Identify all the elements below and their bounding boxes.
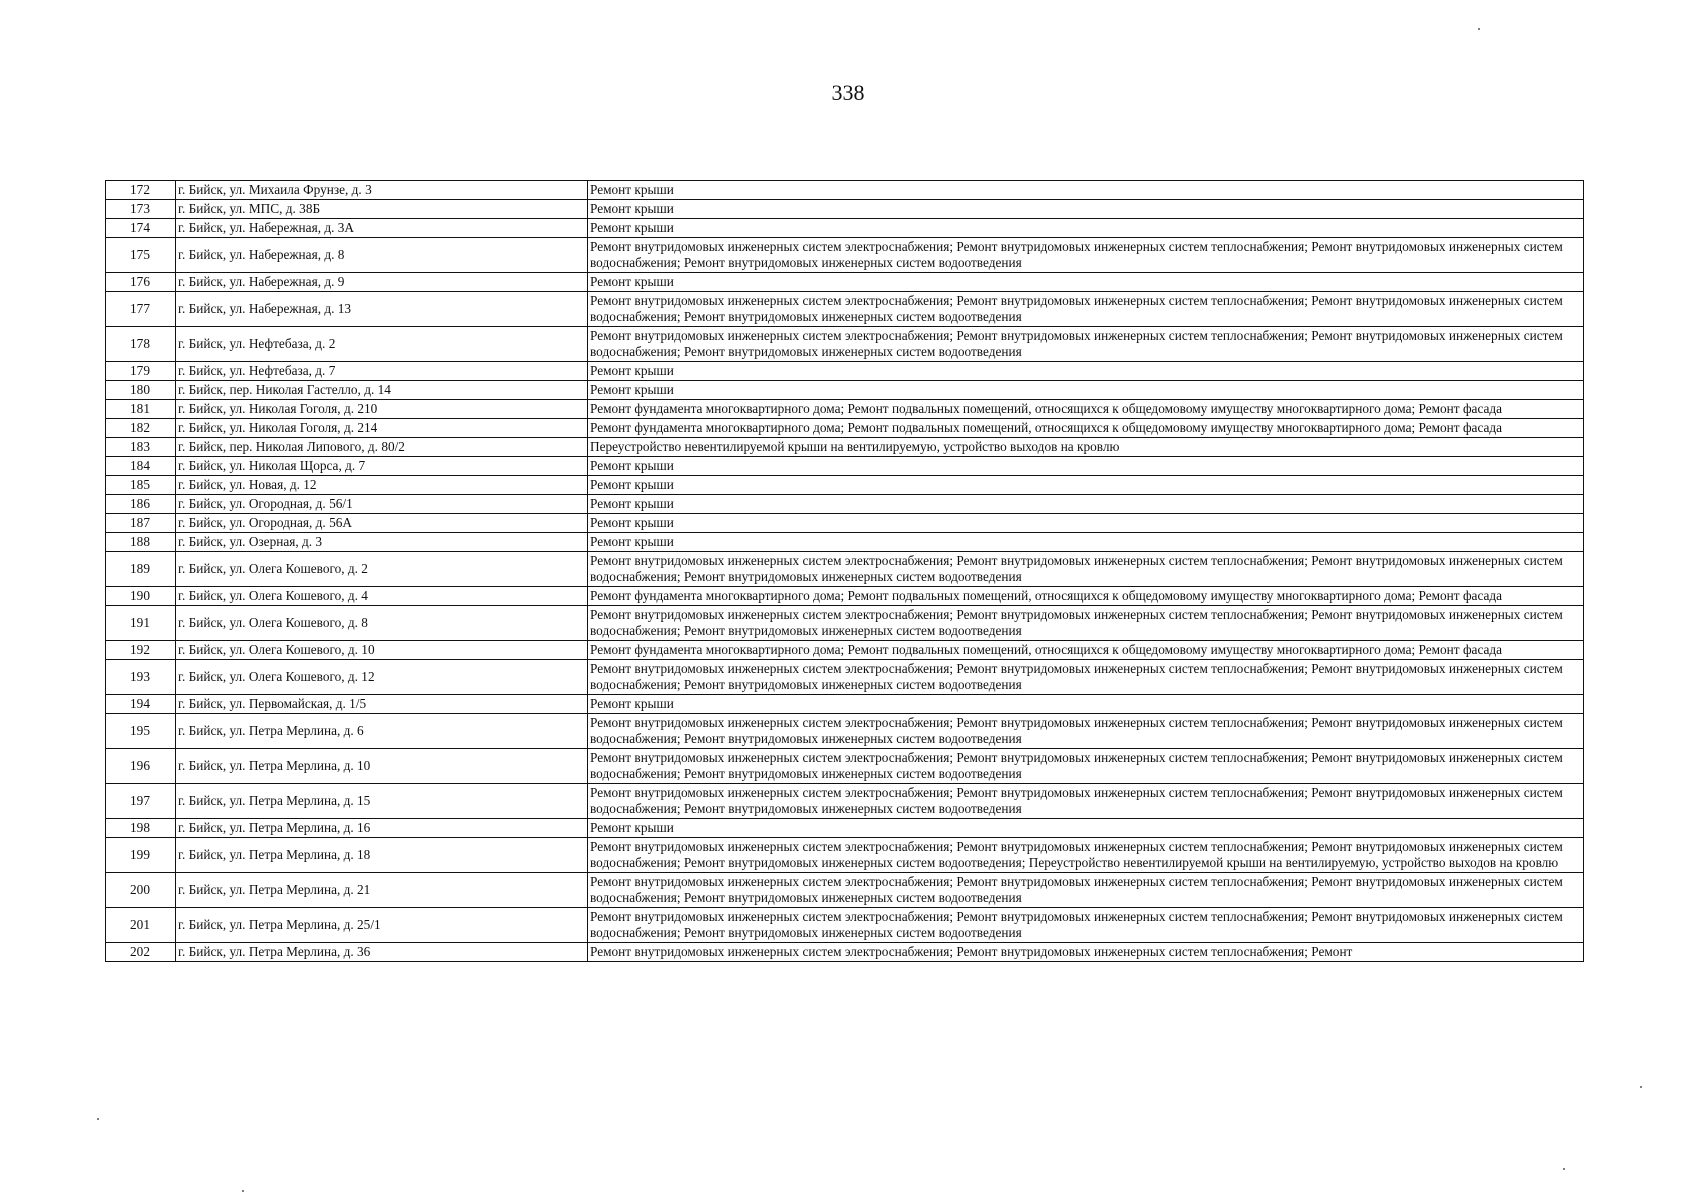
row-work: Ремонт внутридомовых инженерных систем электроснабжения; Ремонт внутридомовых инженерных систем теплоснабжения; Ремонт внутридомовых инженерных систем водоснабжения; Ремонт внутридомовых инженерных систем водоотведения — [588, 908, 1584, 943]
row-number: 175 — [106, 238, 176, 273]
row-work: Ремонт внутридомовых инженерных систем электроснабжения; Ремонт внутридомовых инженерных систем теплоснабжения; Ремонт внутридомовых инженерных систем водоснабжения; Ремонт внутридомовых инженерных систем водоотведения — [588, 660, 1584, 695]
row-number: 179 — [106, 362, 176, 381]
row-work: Ремонт крыши — [588, 495, 1584, 514]
row-number: 173 — [106, 200, 176, 219]
scan-speck — [1478, 28, 1480, 30]
row-number: 192 — [106, 641, 176, 660]
row-number: 172 — [106, 181, 176, 200]
row-number: 202 — [106, 943, 176, 962]
repair-registry-table — [105, 180, 1584, 962]
row-number: 201 — [106, 908, 176, 943]
row-address: г. Бийск, ул. Набережная, д. 13 — [176, 292, 588, 327]
row-address: г. Бийск, ул. Набережная, д. 9 — [176, 273, 588, 292]
row-work: Ремонт крыши — [588, 273, 1584, 292]
table-row — [106, 181, 1584, 200]
table-row — [106, 381, 1584, 400]
table-row — [106, 238, 1584, 273]
row-number: 174 — [106, 219, 176, 238]
row-work: Ремонт крыши — [588, 200, 1584, 219]
row-number: 187 — [106, 514, 176, 533]
row-number: 178 — [106, 327, 176, 362]
table-row — [106, 606, 1584, 641]
row-address: г. Бийск, ул. Олега Кошевого, д. 8 — [176, 606, 588, 641]
row-number: 195 — [106, 714, 176, 749]
table-row — [106, 219, 1584, 238]
table-row — [106, 327, 1584, 362]
row-number: 199 — [106, 838, 176, 873]
row-address: г. Бийск, ул. Петра Мерлина, д. 6 — [176, 714, 588, 749]
table-row — [106, 943, 1584, 962]
row-work: Ремонт внутридомовых инженерных систем электроснабжения; Ремонт внутридомовых инженерных систем теплоснабжения; Ремонт внутридомовых инженерных систем водоснабжения; Ремонт внутридомовых инженерных систем водоотведения — [588, 749, 1584, 784]
row-address: г. Бийск, ул. Николая Гоголя, д. 210 — [176, 400, 588, 419]
row-work: Ремонт внутридомовых инженерных систем электроснабжения; Ремонт внутридомовых инженерных систем теплоснабжения; Ремонт внутридомовых инженерных систем водоснабжения; Ремонт внутридомовых инженерных систем водоотведения — [588, 784, 1584, 819]
row-address: г. Бийск, ул. Набережная, д. 3А — [176, 219, 588, 238]
registry-body — [106, 181, 1584, 962]
row-work: Ремонт внутридомовых инженерных систем электроснабжения; Ремонт внутридомовых инженерных систем теплоснабжения; Ремонт внутридомовых инженерных систем водоснабжения; Ремонт внутридомовых инженерных систем водоотведения — [588, 327, 1584, 362]
table-row — [106, 514, 1584, 533]
row-address: г. Бийск, ул. Первомайская, д. 1/5 — [176, 695, 588, 714]
row-work: Ремонт внутридомовых инженерных систем электроснабжения; Ремонт внутридомовых инженерных систем теплоснабжения; Ремонт внутридомовых инженерных систем водоснабжения; Ремонт внутридомовых инженерных систем водоотведения — [588, 238, 1584, 273]
row-address: г. Бийск, ул. Николая Гоголя, д. 214 — [176, 419, 588, 438]
row-work: Ремонт крыши — [588, 819, 1584, 838]
scan-speck — [1563, 1168, 1565, 1170]
row-address: г. Бийск, пер. Николая Липового, д. 80/2 — [176, 438, 588, 457]
table-row — [106, 660, 1584, 695]
table-row — [106, 873, 1584, 908]
table-row — [106, 838, 1584, 873]
row-address: г. Бийск, ул. Петра Мерлина, д. 15 — [176, 784, 588, 819]
row-number: 188 — [106, 533, 176, 552]
table-row — [106, 533, 1584, 552]
row-number: 197 — [106, 784, 176, 819]
row-work: Ремонт внутридомовых инженерных систем электроснабжения; Ремонт внутридомовых инженерных систем теплоснабжения; Ремонт внутридомовых инженерных систем водоснабжения; Ремонт внутридомовых инженерных систем водоотведения — [588, 714, 1584, 749]
table-row — [106, 749, 1584, 784]
row-work: Ремонт крыши — [588, 219, 1584, 238]
row-work: Ремонт крыши — [588, 362, 1584, 381]
row-work: Ремонт внутридомовых инженерных систем электроснабжения; Ремонт внутридомовых инженерных систем теплоснабжения; Ремонт внутридомовых инженерных систем водоснабжения; Ремонт внутридомовых инженерных систем водоотведения — [588, 292, 1584, 327]
row-work: Ремонт крыши — [588, 181, 1584, 200]
row-number: 181 — [106, 400, 176, 419]
row-work: Ремонт внутридомовых инженерных систем электроснабжения; Ремонт внутридомовых инженерных систем теплоснабжения; Ремонт внутридомовых инженерных систем водоснабжения; Ремонт внутридомовых инженерных систем водоотведения; Переустройство невентилируемой крыши на вентилируемую, устройство выходов на кровлю — [588, 838, 1584, 873]
row-work: Ремонт внутридомовых инженерных систем электроснабжения; Ремонт внутридомовых инженерных систем теплоснабжения; Ремонт внутридомовых инженерных систем водоснабжения; Ремонт внутридомовых инженерных систем водоотведения — [588, 552, 1584, 587]
row-address: г. Бийск, ул. Огородная, д. 56А — [176, 514, 588, 533]
table-row — [106, 200, 1584, 219]
table-row — [106, 476, 1584, 495]
table-row — [106, 695, 1584, 714]
row-address: г. Бийск, ул. Озерная, д. 3 — [176, 533, 588, 552]
row-work: Ремонт крыши — [588, 476, 1584, 495]
row-number: 196 — [106, 749, 176, 784]
table-row — [106, 587, 1584, 606]
table-row — [106, 819, 1584, 838]
row-address: г. Бийск, ул. Николая Щорса, д. 7 — [176, 457, 588, 476]
table-row — [106, 400, 1584, 419]
row-address: г. Бийск, ул. Огородная, д. 56/1 — [176, 495, 588, 514]
table-row — [106, 714, 1584, 749]
row-address: г. Бийск, ул. Петра Мерлина, д. 16 — [176, 819, 588, 838]
row-number: 191 — [106, 606, 176, 641]
row-work: Ремонт крыши — [588, 695, 1584, 714]
row-number: 198 — [106, 819, 176, 838]
row-number: 182 — [106, 419, 176, 438]
row-address: г. Бийск, ул. Петра Мерлина, д. 18 — [176, 838, 588, 873]
row-number: 176 — [106, 273, 176, 292]
table-row — [106, 495, 1584, 514]
row-address: г. Бийск, ул. Олега Кошевого, д. 12 — [176, 660, 588, 695]
row-address: г. Бийск, ул. Олега Кошевого, д. 10 — [176, 641, 588, 660]
row-work: Ремонт фундамента многоквартирного дома; Ремонт подвальных помещений, относящихся к общедомовому имуществу многоквартирного дома; Ремонт фасада — [588, 419, 1584, 438]
table-row — [106, 292, 1584, 327]
row-number: 200 — [106, 873, 176, 908]
row-address: г. Бийск, ул. Петра Мерлина, д. 25/1 — [176, 908, 588, 943]
table-row — [106, 908, 1584, 943]
row-work: Ремонт крыши — [588, 457, 1584, 476]
row-work: Ремонт фундамента многоквартирного дома; Ремонт подвальных помещений, относящихся к общедомовому имуществу многоквартирного дома; Ремонт фасада — [588, 641, 1584, 660]
row-address: г. Бийск, ул. Нефтебаза, д. 2 — [176, 327, 588, 362]
table-row — [106, 273, 1584, 292]
row-number: 194 — [106, 695, 176, 714]
scan-speck — [1640, 1086, 1642, 1088]
row-number: 193 — [106, 660, 176, 695]
row-address: г. Бийск, ул. Олега Кошевого, д. 2 — [176, 552, 588, 587]
row-number: 185 — [106, 476, 176, 495]
table-row — [106, 552, 1584, 587]
row-address: г. Бийск, пер. Николая Гастелло, д. 14 — [176, 381, 588, 400]
row-work: Ремонт фундамента многоквартирного дома; Ремонт подвальных помещений, относящихся к общедомовому имуществу многоквартирного дома; Ремонт фасада — [588, 400, 1584, 419]
row-address: г. Бийск, ул. Олега Кошевого, д. 4 — [176, 587, 588, 606]
scan-speck — [97, 1118, 99, 1120]
row-address: г. Бийск, ул. Набережная, д. 8 — [176, 238, 588, 273]
row-work: Ремонт внутридомовых инженерных систем электроснабжения; Ремонт внутридомовых инженерных систем теплоснабжения; Ремонт внутридомовых инженерных систем водоснабжения; Ремонт внутридомовых инженерных систем водоотведения — [588, 873, 1584, 908]
table-row — [106, 784, 1584, 819]
row-number: 177 — [106, 292, 176, 327]
row-address: г. Бийск, ул. Петра Мерлина, д. 36 — [176, 943, 588, 962]
row-number: 190 — [106, 587, 176, 606]
row-address: г. Бийск, ул. Петра Мерлина, д. 21 — [176, 873, 588, 908]
table-row — [106, 457, 1584, 476]
row-work: Ремонт крыши — [588, 533, 1584, 552]
row-work: Ремонт внутридомовых инженерных систем электроснабжения; Ремонт внутридомовых инженерных систем теплоснабжения; Ремонт — [588, 943, 1584, 962]
row-address: г. Бийск, ул. Петра Мерлина, д. 10 — [176, 749, 588, 784]
row-address: г. Бийск, ул. Михаила Фрунзе, д. 3 — [176, 181, 588, 200]
row-work: Переустройство невентилируемой крыши на вентилируемую, устройство выходов на кровлю — [588, 438, 1584, 457]
table-row — [106, 419, 1584, 438]
row-number: 186 — [106, 495, 176, 514]
scan-speck — [242, 1190, 244, 1192]
table-row — [106, 362, 1584, 381]
row-number: 183 — [106, 438, 176, 457]
row-number: 189 — [106, 552, 176, 587]
row-address: г. Бийск, ул. Новая, д. 12 — [176, 476, 588, 495]
row-work: Ремонт крыши — [588, 381, 1584, 400]
page-number: 338 — [831, 80, 865, 105]
row-number: 180 — [106, 381, 176, 400]
table-row — [106, 438, 1584, 457]
row-number: 184 — [106, 457, 176, 476]
row-address: г. Бийск, ул. Нефтебаза, д. 7 — [176, 362, 588, 381]
row-work: Ремонт фундамента многоквартирного дома; Ремонт подвальных помещений, относящихся к общедомовому имуществу многоквартирного дома; Ремонт фасада — [588, 587, 1584, 606]
row-work: Ремонт крыши — [588, 514, 1584, 533]
table-row — [106, 641, 1584, 660]
row-work: Ремонт внутридомовых инженерных систем электроснабжения; Ремонт внутридомовых инженерных систем теплоснабжения; Ремонт внутридомовых инженерных систем водоснабжения; Ремонт внутридомовых инженерных систем водоотведения — [588, 606, 1584, 641]
row-address: г. Бийск, ул. МПС, д. 38Б — [176, 200, 588, 219]
